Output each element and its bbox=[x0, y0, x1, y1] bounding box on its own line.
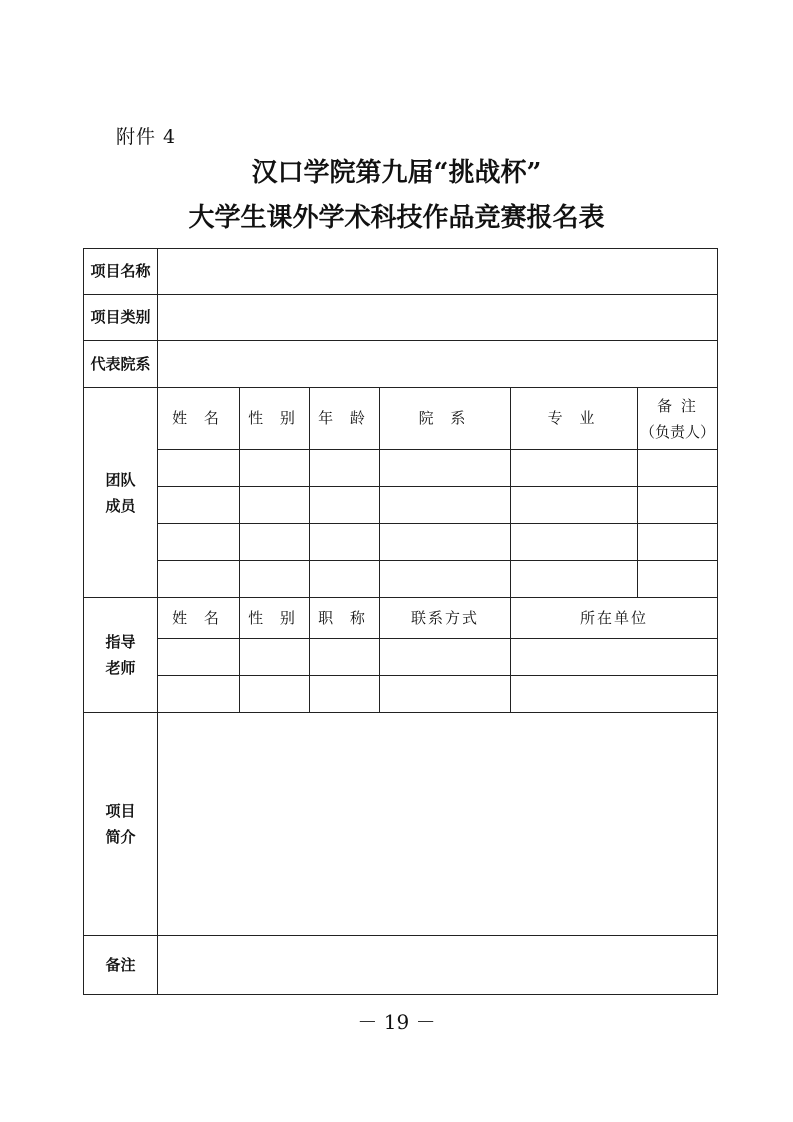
team-header-major: 专 业 bbox=[511, 388, 638, 450]
advisor-cell[interactable] bbox=[240, 676, 310, 713]
advisor-cell[interactable] bbox=[158, 676, 240, 713]
advisor-cell[interactable] bbox=[310, 639, 380, 676]
team-header-gender: 性 别 bbox=[240, 388, 310, 450]
team-cell[interactable] bbox=[511, 487, 638, 524]
advisor-cell[interactable] bbox=[310, 676, 380, 713]
team-member-row bbox=[84, 450, 718, 487]
project-intro-field[interactable] bbox=[158, 713, 718, 936]
advisor-cell[interactable] bbox=[158, 639, 240, 676]
team-member-row bbox=[84, 561, 718, 598]
department-label: 代表院系 bbox=[84, 341, 158, 388]
team-cell[interactable] bbox=[638, 487, 718, 524]
advisor-cell[interactable] bbox=[511, 639, 718, 676]
team-cell[interactable] bbox=[511, 450, 638, 487]
advisor-header-title: 职 称 bbox=[310, 598, 380, 639]
registration-form-table bbox=[83, 248, 718, 995]
team-cell[interactable] bbox=[380, 524, 511, 561]
team-header-name: 姓 名 bbox=[158, 388, 240, 450]
advisor-cell[interactable] bbox=[380, 639, 511, 676]
team-header-remark bbox=[638, 388, 718, 450]
team-cell[interactable] bbox=[638, 561, 718, 598]
advisor-label bbox=[84, 598, 158, 713]
team-header-row bbox=[84, 388, 718, 450]
team-cell[interactable] bbox=[158, 561, 240, 598]
advisor-header-row bbox=[84, 598, 718, 639]
team-header-age: 年 龄 bbox=[310, 388, 380, 450]
advisor-label-line2: 老师 bbox=[105, 659, 136, 677]
intro-label-line2: 简介 bbox=[105, 828, 136, 846]
advisor-header-gender: 性 别 bbox=[240, 598, 310, 639]
team-cell[interactable] bbox=[240, 524, 310, 561]
team-cell[interactable] bbox=[240, 487, 310, 524]
advisor-header-name: 姓 名 bbox=[158, 598, 240, 639]
advisor-row bbox=[84, 639, 718, 676]
team-cell[interactable] bbox=[310, 524, 380, 561]
project-name-label: 项目名称 bbox=[84, 249, 158, 295]
remarks-label: 备注 bbox=[84, 936, 158, 995]
page-number: － 19 － bbox=[357, 1010, 436, 1034]
project-category-row bbox=[84, 295, 718, 341]
team-cell[interactable] bbox=[638, 450, 718, 487]
team-cell[interactable] bbox=[158, 524, 240, 561]
team-cell[interactable] bbox=[511, 524, 638, 561]
remarks-row bbox=[84, 936, 718, 995]
team-member-row bbox=[84, 487, 718, 524]
team-cell[interactable] bbox=[158, 487, 240, 524]
project-name-field[interactable] bbox=[158, 249, 718, 295]
team-cell[interactable] bbox=[240, 450, 310, 487]
team-cell[interactable] bbox=[158, 450, 240, 487]
team-cell[interactable] bbox=[638, 524, 718, 561]
project-category-field[interactable] bbox=[158, 295, 718, 341]
team-cell[interactable] bbox=[310, 561, 380, 598]
team-cell[interactable] bbox=[310, 487, 380, 524]
project-intro-row bbox=[84, 713, 718, 936]
team-member-row bbox=[84, 524, 718, 561]
team-cell[interactable] bbox=[240, 561, 310, 598]
team-header-remark-line1: 备 注 bbox=[657, 396, 698, 415]
annex-label: 附件 4 bbox=[116, 126, 177, 148]
team-label-line2: 成员 bbox=[105, 496, 136, 515]
team-header-department: 院 系 bbox=[380, 388, 511, 450]
advisor-header-contact: 联系方式 bbox=[380, 598, 511, 639]
team-cell[interactable] bbox=[380, 561, 511, 598]
project-category-label: 项目类别 bbox=[84, 295, 158, 341]
form-title-line1: 汉口学院第九届“挑战杯” bbox=[251, 158, 542, 188]
intro-label-line1: 项目 bbox=[105, 802, 136, 820]
advisor-cell[interactable] bbox=[240, 639, 310, 676]
form-title-line2: 大学生课外学术科技作品竞赛报名表 bbox=[188, 203, 605, 233]
team-header-remark-line2: （负责人） bbox=[640, 422, 716, 441]
team-cell[interactable] bbox=[380, 450, 511, 487]
team-cell[interactable] bbox=[511, 561, 638, 598]
advisor-row bbox=[84, 676, 718, 713]
project-name-row bbox=[84, 249, 718, 295]
team-cell[interactable] bbox=[380, 487, 511, 524]
team-members-label bbox=[84, 388, 158, 598]
advisor-header-unit: 所在单位 bbox=[511, 598, 718, 639]
project-intro-label bbox=[84, 713, 158, 936]
department-row bbox=[84, 341, 718, 388]
advisor-cell[interactable] bbox=[380, 676, 511, 713]
remarks-field[interactable] bbox=[158, 936, 718, 995]
team-label-line1: 团队 bbox=[105, 470, 136, 489]
advisor-label-line1: 指导 bbox=[105, 633, 136, 651]
advisor-cell[interactable] bbox=[511, 676, 718, 713]
department-field[interactable] bbox=[158, 341, 718, 388]
team-cell[interactable] bbox=[310, 450, 380, 487]
